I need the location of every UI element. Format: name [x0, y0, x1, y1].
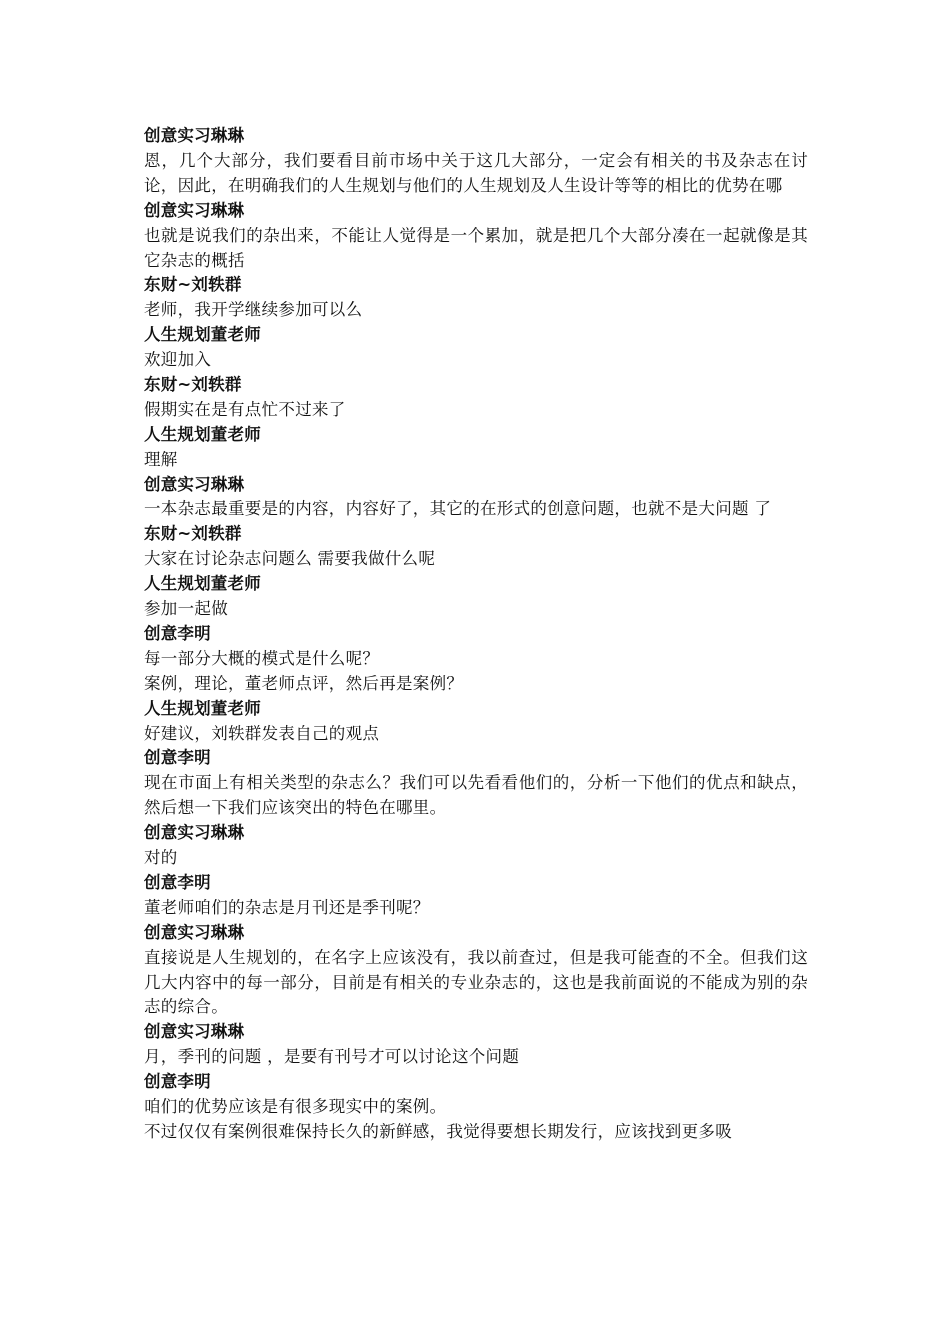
message	[144, 746, 808, 821]
message	[144, 622, 808, 697]
speaker-name: 创意实习琳琳	[144, 1022, 245, 1042]
message-text: 现在市面上有相关类型的杂志么？我们可以先看看他们的，分析一下他们的优点和缺点，然后想一下我们应该突出的特色在哪里。	[144, 773, 808, 818]
message	[144, 124, 808, 199]
speaker-name: 创意李明	[144, 748, 211, 768]
message-text: 假期实在是有点忙不过来了	[144, 399, 346, 419]
message-text: 咱们的优势应该是有很多现实中的案例。	[144, 1097, 447, 1117]
message-text: 案例，理论，董老师点评，然后再是案例？	[144, 673, 464, 693]
message	[144, 1020, 808, 1070]
message	[144, 921, 808, 1021]
message-text: 对的	[144, 848, 178, 868]
message	[144, 1070, 808, 1145]
message	[144, 323, 808, 373]
message	[144, 473, 808, 523]
speaker-name: 人生规划董老师	[144, 424, 261, 444]
message-text: 大家在讨论杂志问题么 需要我做什么呢	[144, 549, 436, 569]
speaker-name: 人生规划董老师	[144, 574, 261, 594]
speaker-name: 人生规划董老师	[144, 325, 261, 345]
message	[144, 273, 808, 323]
message-text: 直接说是人生规划的，在名字上应该没有，我以前查过，但是我可能查的不全。但我们这几大内容中的每一部分，目前是有相关的专业杂志的，这也是我前面说的不能成为别的杂志的综合。	[144, 947, 808, 1017]
message	[144, 871, 808, 921]
message-text: 参加一起做	[144, 599, 228, 619]
speaker-name: 创意实习琳琳	[144, 200, 245, 220]
message	[144, 199, 808, 274]
speaker-name: 创意实习琳琳	[144, 474, 245, 494]
message-text: 恩，几个大部分，我们要看目前市场中关于这几大部分，一定会有相关的书及杂志在讨论，因此，在明确我们的人生规划与他们的人生规划及人生设计等等的相比的优势在哪	[144, 150, 808, 195]
message	[144, 821, 808, 871]
message-text: 老师，我开学继续参加可以么	[144, 300, 363, 320]
speaker-name: 创意李明	[144, 623, 211, 643]
chat-transcript	[144, 124, 808, 1145]
message-text: 欢迎加入	[144, 350, 212, 370]
speaker-name: 创意实习琳琳	[144, 823, 245, 843]
speaker-name: 创意李明	[144, 1072, 211, 1092]
message-text: 不过仅仅有案例很难保持长久的新鲜感，我觉得要想长期发行，应该找到更多吸	[144, 1121, 732, 1141]
message-text: 董老师咱们的杂志是月刊还是季刊呢？	[144, 897, 430, 917]
message	[144, 373, 808, 423]
speaker-name: 创意实习琳琳	[144, 126, 245, 145]
message-text: 好建议，刘轶群发表自己的观点	[144, 723, 380, 743]
message	[144, 572, 808, 622]
message	[144, 697, 808, 747]
message	[144, 522, 808, 572]
message-text: 理解	[144, 449, 178, 469]
message-text: 每一部分大概的模式是什么呢？	[144, 648, 380, 668]
speaker-name: 创意实习琳琳	[144, 922, 245, 942]
message-text: 月，季刊的问题 ，是要有刊号才可以讨论这个问题	[144, 1047, 520, 1067]
speaker-name: 东财~刘轶群	[144, 375, 242, 394]
speaker-name: 东财~刘轶群	[144, 524, 242, 544]
speaker-name: 人生规划董老师	[144, 698, 261, 718]
speaker-name: 创意李明	[144, 872, 211, 892]
message	[144, 423, 808, 473]
speaker-name: 东财~刘轶群	[144, 275, 242, 295]
message-text: 一本杂志最重要是的内容，内容好了，其它的在形式的创意问题，也就不是大问题 了	[144, 499, 772, 519]
message-text: 也就是说我们的杂出来，不能让人觉得是一个累加，就是把几个大部分凑在一起就像是其它杂志的概括	[144, 225, 808, 270]
